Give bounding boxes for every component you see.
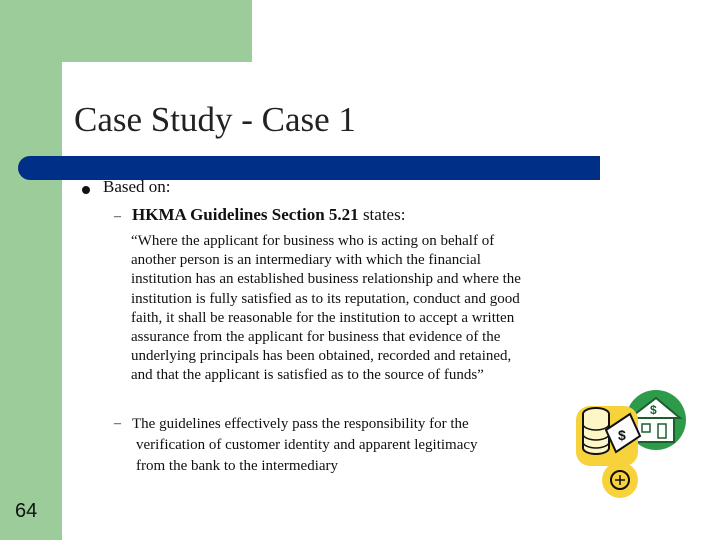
svg-text:$: $ (618, 427, 626, 443)
quote-line: another person is an intermediary with which the financial (131, 252, 481, 269)
paragraph-line: verification of customer identity and apparent legitimacy (136, 437, 478, 453)
quote-line: “Where the applicant for business who is acting on behalf of (131, 233, 495, 249)
quote-line: and that the applicant is satisfied as to the source of funds” (131, 367, 484, 384)
accent-green-top (0, 0, 252, 62)
money-coins-house-icon (570, 384, 690, 500)
quote-line: underlying principals has been obtained, recorded and retained, (131, 348, 512, 365)
sub-bullet-dash: – (114, 416, 121, 431)
paragraph-line: from the bank to the intermediary (136, 458, 339, 474)
guideline-quote (131, 232, 611, 386)
quote-line: assurance from the applicant for business that evidence of the (131, 329, 501, 346)
bullet-dot (82, 186, 90, 194)
sub-bullet-text (132, 205, 405, 225)
sub-bullet-dash: – (114, 209, 121, 224)
page-number: 64 (15, 500, 38, 522)
quote-line: faith, it shall be reasonable for the institution to accept a written (131, 309, 515, 326)
sub-bullet-bold: HKMA Guidelines Section 5.21 (132, 205, 359, 224)
sub-bullet-rest: states: (358, 205, 406, 224)
second-sub-bullet-text (132, 414, 562, 477)
accent-green-left (0, 0, 62, 540)
svg-text:$: $ (650, 403, 657, 417)
paragraph-line: The guidelines effectively pass the responsibility for the (132, 416, 469, 432)
quote-line: institution has an established business relationship and where the (131, 271, 521, 288)
quote-line: institution is fully satisfied as to its reputation, conduct and good (131, 290, 520, 307)
bullet-text: Based on: (103, 177, 171, 196)
slide-title: Case Study - Case 1 (74, 100, 356, 139)
